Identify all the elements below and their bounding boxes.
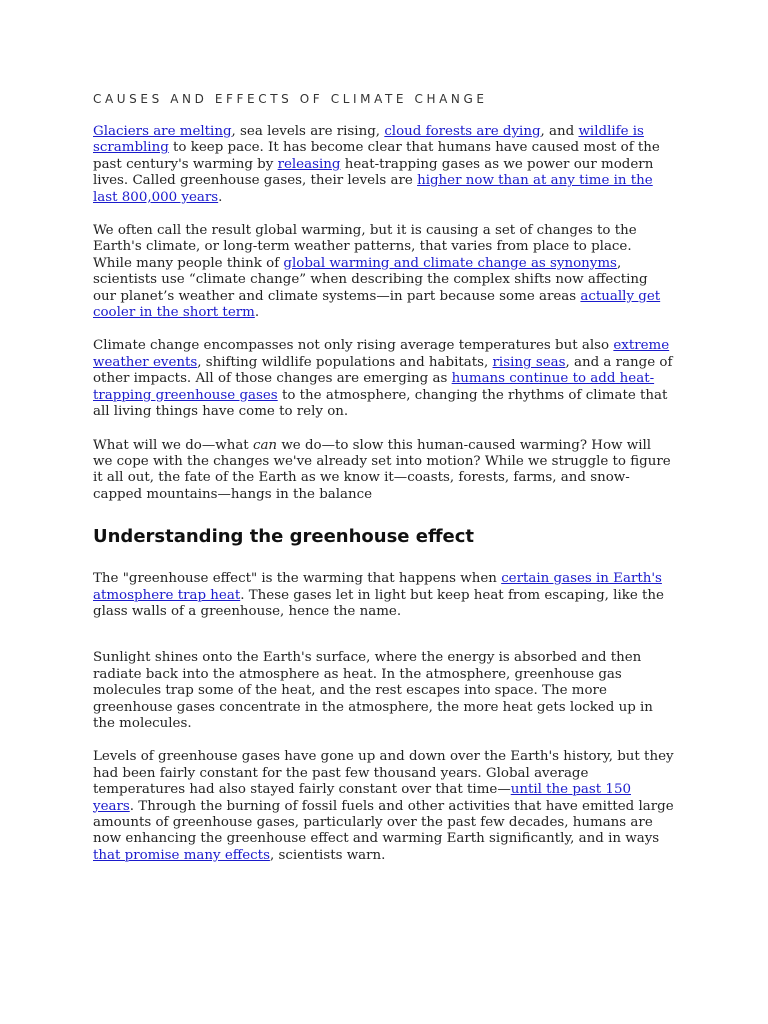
link-many-effects[interactable]: that promise many effects — [93, 847, 270, 863]
link-wildlife-scrambling[interactable]: wildlife is scrambling — [93, 124, 644, 156]
section-heading: Understanding the greenhouse effect — [93, 526, 475, 548]
link-cloud-forests[interactable]: cloud forests are dying — [384, 124, 541, 139]
paragraph-1: Glaciers are melting, sea levels are rising, cloud forests are dying, and wildlife is scrambling to keep pace. It has become clear that humans have caused most of the past century's warming by releasing heat-trapping gases as we power our modern lives. Called greenhouse gases, their levels are higher now than at any time in the last 800,000 years. — [93, 124, 660, 205]
link-cooler-short-term[interactable]: actually get cooler in the short term — [93, 288, 661, 321]
paragraph-4: What will we do—what can we do—to slow this human-caused warming? How will we cope with the changes we've already set into motion? While we struggle to figure it all out, the fate of the Earth as we know it—coasts, forests, farms, and snow-capped mountains—hangs in the balance — [93, 437, 671, 502]
link-glaciers-melting[interactable]: Glaciers are melting — [93, 124, 232, 139]
article-kicker: CAUSES AND EFFECTS OF CLIMATE CHANGE — [93, 92, 488, 106]
link-gases-trap-heat[interactable]: certain gases in Earth's atmosphere trap heat — [93, 571, 662, 603]
link-extreme-weather[interactable]: extreme weather events — [93, 338, 670, 370]
link-past-150-years[interactable]: until the past 150 years — [93, 782, 631, 814]
link-800000-years[interactable]: higher now than at any time in the last 800,000 years — [93, 173, 653, 205]
paragraph-5: The "greenhouse effect" is the warming that happens when certain gases in Earth's atmosphere trap heat. These gases let in light but keep heat from escaping, like the glass walls of a greenhouse, hence the name. — [93, 571, 664, 619]
paragraph-6: Sunlight shines onto the Earth's surface, where the energy is absorbed and then radiate back into the atmosphere as heat. In the atmosphere, greenhouse gas molecules trap some of the heat, and the rest escapes into space. The more greenhouse gases concentrate in the atmosphere, the more heat gets locked up in the molecules. — [93, 650, 653, 731]
link-releasing[interactable]: releasing — [277, 156, 341, 172]
link-humans-add-gases[interactable]: humans continue to add heat-trapping greenhouse gases — [93, 371, 655, 403]
link-rising-seas[interactable]: rising seas — [492, 354, 566, 370]
emphasis-can: can — [252, 437, 278, 453]
link-synonyms[interactable]: global warming and climate change as synonyms — [283, 255, 617, 271]
paragraph-3: Climate change encompasses not only rising average temperatures but also extreme weather events, shifting wildlife populations and habitats, rising seas, and a range of other impacts. All of those changes are emerging as humans continue to add heat-trapping greenhouse gases to the atmosphere, changing the rhythms of climate that all living things have come to rely on. — [93, 338, 673, 420]
paragraph-7: Levels of greenhouse gases have gone up and down over the Earth's history, but they had been fairly constant for the past few thousand years. Global average temperatures had also stayed fairly constant over that time—until the past 150 years. Through the burning of fossil fuels and other activities that have emitted large amounts of greenhouse gases, particularly over the past few decades, humans are now enhancing the greenhouse effect and warming Earth significantly, and in ways that promise many effects, scientists warn. — [93, 749, 674, 863]
paragraph-2: We often call the result global warming, but it is causing a set of changes to the Earth's climate, or long-term weather patterns, that varies from place to place. While many people think of global warming and climate change as synonyms, scientists use “climate change” when describing the complex shifts now affecting our planet’s weather and climate systems—in part because some areas actually get cooler in the short term. — [93, 223, 661, 321]
